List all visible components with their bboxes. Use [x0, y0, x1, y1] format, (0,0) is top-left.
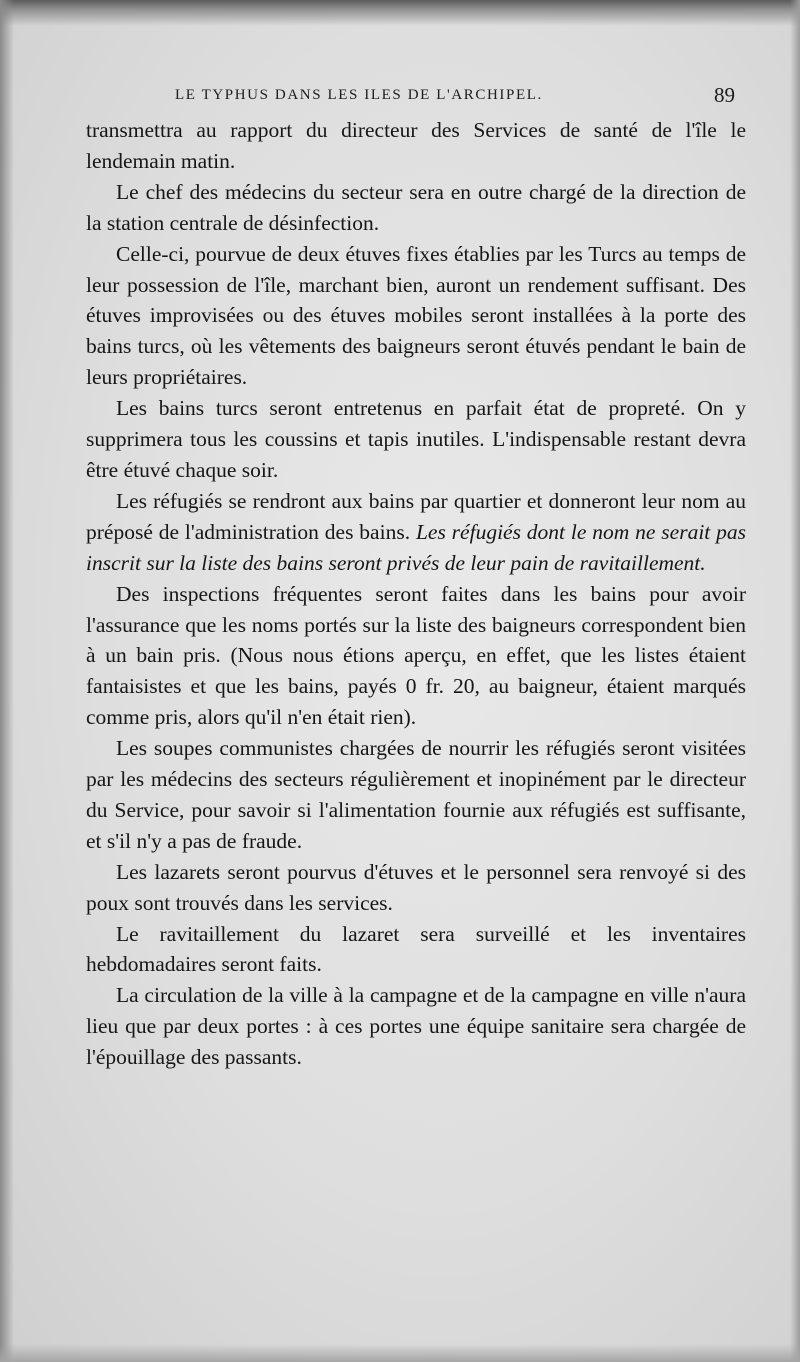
paragraph-7-text: Les soupes communistes chargées de nourrir les réfugiés seront visitées par les médecins des secteurs régulièrement et inopinément par le directeur du Service, pour savoir si l'alimentation fournie aux réfugiés est suffisante, et s'il n'y a pas de fraude. [86, 736, 746, 853]
scan-edge-shadow-bottom [0, 1344, 800, 1362]
paragraph-2-text: Le chef des médecins du secteur sera en outre chargé de la direction de la station centrale de désinfection. [86, 179, 746, 235]
paragraph-2 [86, 177, 746, 239]
paragraph-3 [86, 239, 746, 394]
body-text [86, 115, 746, 1073]
paragraph-9 [86, 919, 746, 981]
paragraph-5-text: Les réfugiés se rendront aux bains par quartier et donneront leur nom au préposé de l'administration des bains. [86, 488, 746, 544]
page-number: 89 [714, 83, 735, 107]
paragraph-5 [86, 486, 746, 579]
paragraph-9-text: Le ravitaillement du lazaret sera surveillé et les inventaires hebdomadaires seront faits. [86, 921, 746, 977]
paragraph-5-italic-text: Les réfugiés dont le nom ne serait pas inscrit sur la liste des bains seront privés de leur pain de ravitaillement. [86, 519, 747, 575]
paragraph-10-text: La circulation de la ville à la campagne et de la campagne en ville n'aura lieu que par deux portes : à ces portes une équipe sanitaire sera chargée de l'épouillage des passants. [86, 983, 746, 1070]
paragraph-8-text: Les lazarets seront pourvus d'étuves et le personnel sera renvoyé si des poux sont trouvés dans les services. [86, 859, 746, 915]
paragraph-6-text: Des inspections fréquentes seront faites dans les bains pour avoir l'assurance que les noms portés sur la liste des baigneurs correspondent bien à un bain pris. (Nous nous étions aperçu, en effet, que les listes étaient fantaisistes et que les bains, payés 0 fr. 20, au baigneur, étaient marqués comme pris, alors qu'il n'en était rien). [86, 581, 746, 730]
paragraph-4-text: Les bains turcs seront entretenus en parfait état de propreté. On y supprimera tous les coussins et tapis inutiles. L'indispensable restant devra être étuvé chaque soir. [86, 396, 746, 482]
running-header-title: LE TYPHUS DANS LES ILES DE L'ARCHIPEL. [175, 87, 543, 103]
running-header [175, 85, 735, 111]
paragraph-1 [86, 115, 746, 177]
paragraph-7 [86, 733, 746, 857]
paragraph-4 [86, 393, 746, 486]
paragraph-1-text: transmettra au rapport du directeur des Services de santé de l'île le lendemain matin. [86, 118, 746, 173]
paragraph-6 [86, 579, 746, 734]
paragraph-3-text: Celle-ci, pourvue de deux étuves fixes établies par les Turcs au temps de leur possession de l'île, marchant bien, auront un rendement suffisant. Des étuves improvisées ou des étuves mobiles seront installées à la porte des bains turcs, où les vêtements des baigneurs seront étuvés pendant le bain de leurs propriétaires. [86, 241, 746, 390]
paragraph-10 [86, 980, 746, 1073]
scan-edge-shadow-right [790, 0, 800, 1362]
scan-edge-shadow-top [0, 0, 800, 26]
scan-edge-shadow-left [0, 0, 14, 1362]
paragraph-8 [86, 857, 746, 919]
